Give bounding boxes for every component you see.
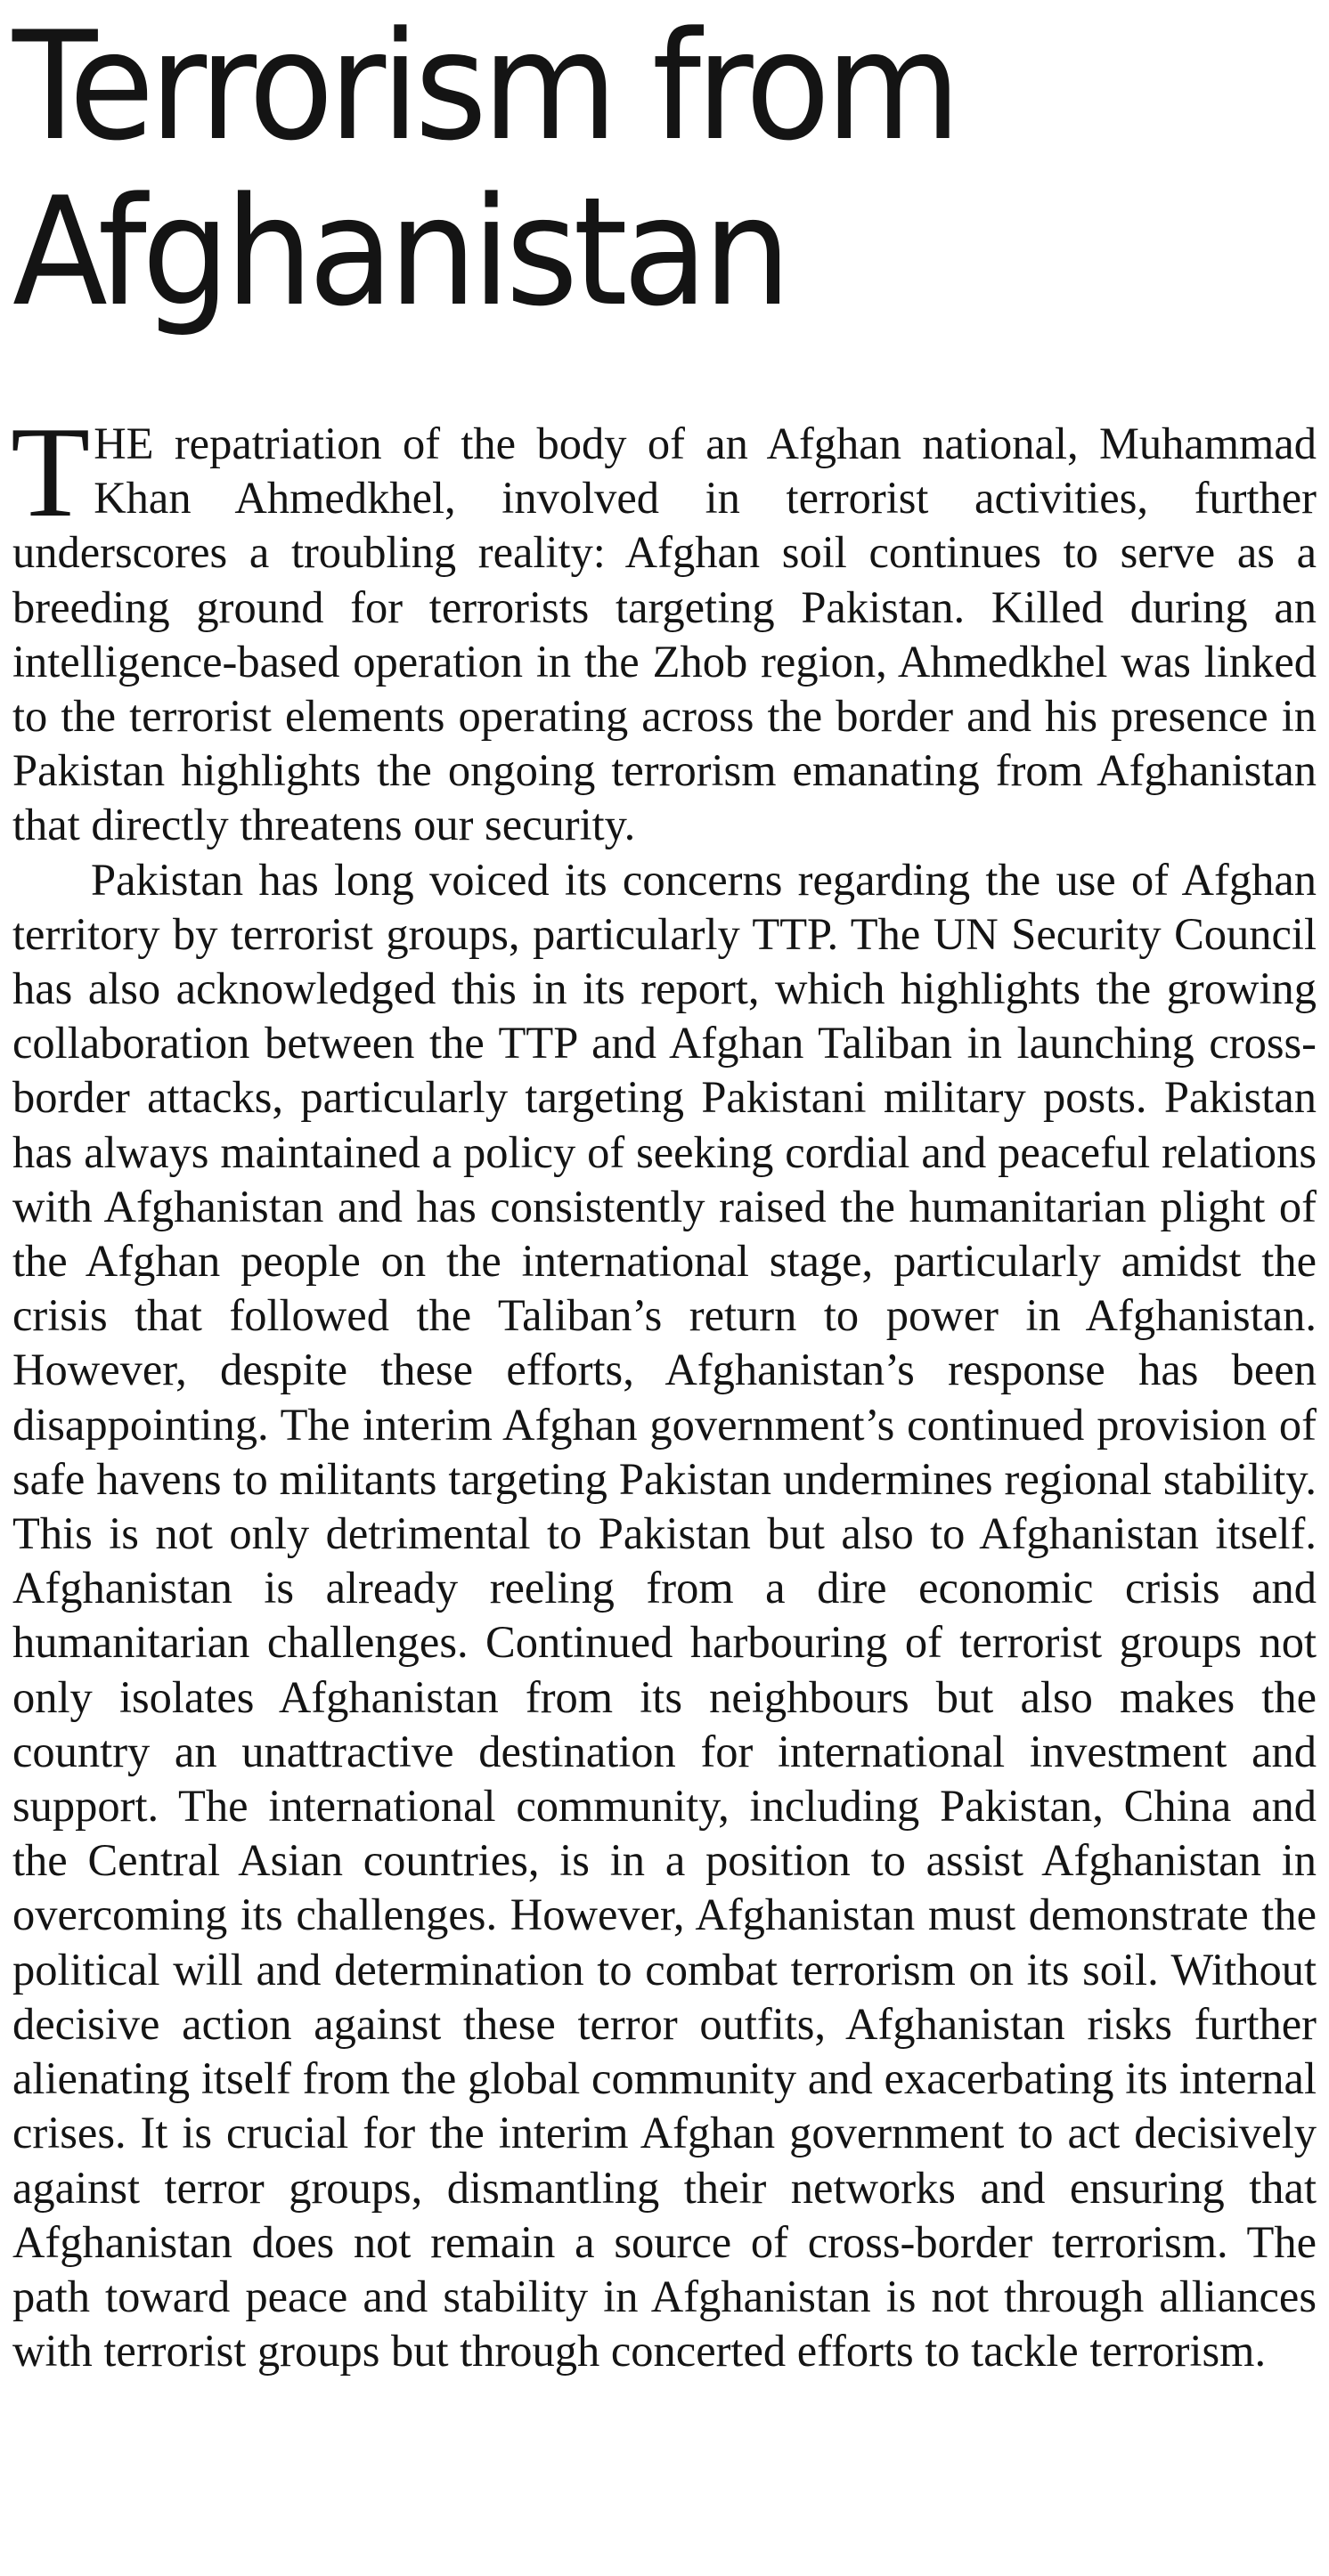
article-body	[11, 400, 1317, 2378]
paragraph-2: Pakistan has long voiced its concerns regarding the use of Afghan territory by terrorist groups, particularly TTP. The UN Security Council has also acknowledged this in its report, which highlights the growing collaboration between the TTP and Afghan Taliban in launching cross-border attacks, particularly targeting Pakistani military posts. Pakistan has always maintained a policy of seeking cordial and peaceful relations with Afghanistan and has consistently raised the humanitarian plight of the Afghan people on the international stage, particularly amidst the crisis that followed the Taliban’s return to power in Afghanistan. However, despite these efforts, Afghanistan’s response has been disappointing. The interim Afghan government’s continued provision of safe havens to militants targeting Pakistan undermines regional stability. This is not only detrimental to Pakistan but also to Afghanistan itself. Afghanistan is already reeling from a dire economic crisis and humanitarian challenges. Continued harbouring of terrorist groups not only isolates Afghanistan from its neighbours but also makes the country an unattractive destination for international investment and support. The international community, including Pakistan, China and the Central Asian countries, is in a position to assist Afghanistan in overcoming its challenges. However, Afghanistan must demonstrate the political will and determination to combat terrorism on its soil. Without decisive action against these terror outfits, Afghanistan risks further alienating itself from the global community and exacerbating its internal crises. It is crucial for the interim Afghan government to act decisively against terror groups, dismantling their networks and ensuring that Afghanistan does not remain a source of cross-border terrorism. The path toward peace and stability in Afghanistan is not through alliances with terrorist groups but through concerted efforts to tackle terrorism.	[12, 854, 1317, 2377]
paragraph-1-text: HE repatriation of the body of an Afghan national, Muhammad Khan Ahmedkhel, involved in terrorist activities, further underscores a troubling reality: Afghan soil continues to serve as a breeding ground for terrorists targeting Pakistan. Killed during an intelligence-based operation in the Zhob region, Ahmedkhel was linked to the terrorist elements operating across the border and his presence in Pakistan highlights the ongoing terrorism emanating from Afghanistan that directly threatens our security.	[12, 418, 1317, 850]
headline: Terrorism from Afghanistan	[12, 0, 957, 339]
drop-cap: T	[11, 400, 91, 544]
paragraph-1	[11, 400, 1317, 853]
